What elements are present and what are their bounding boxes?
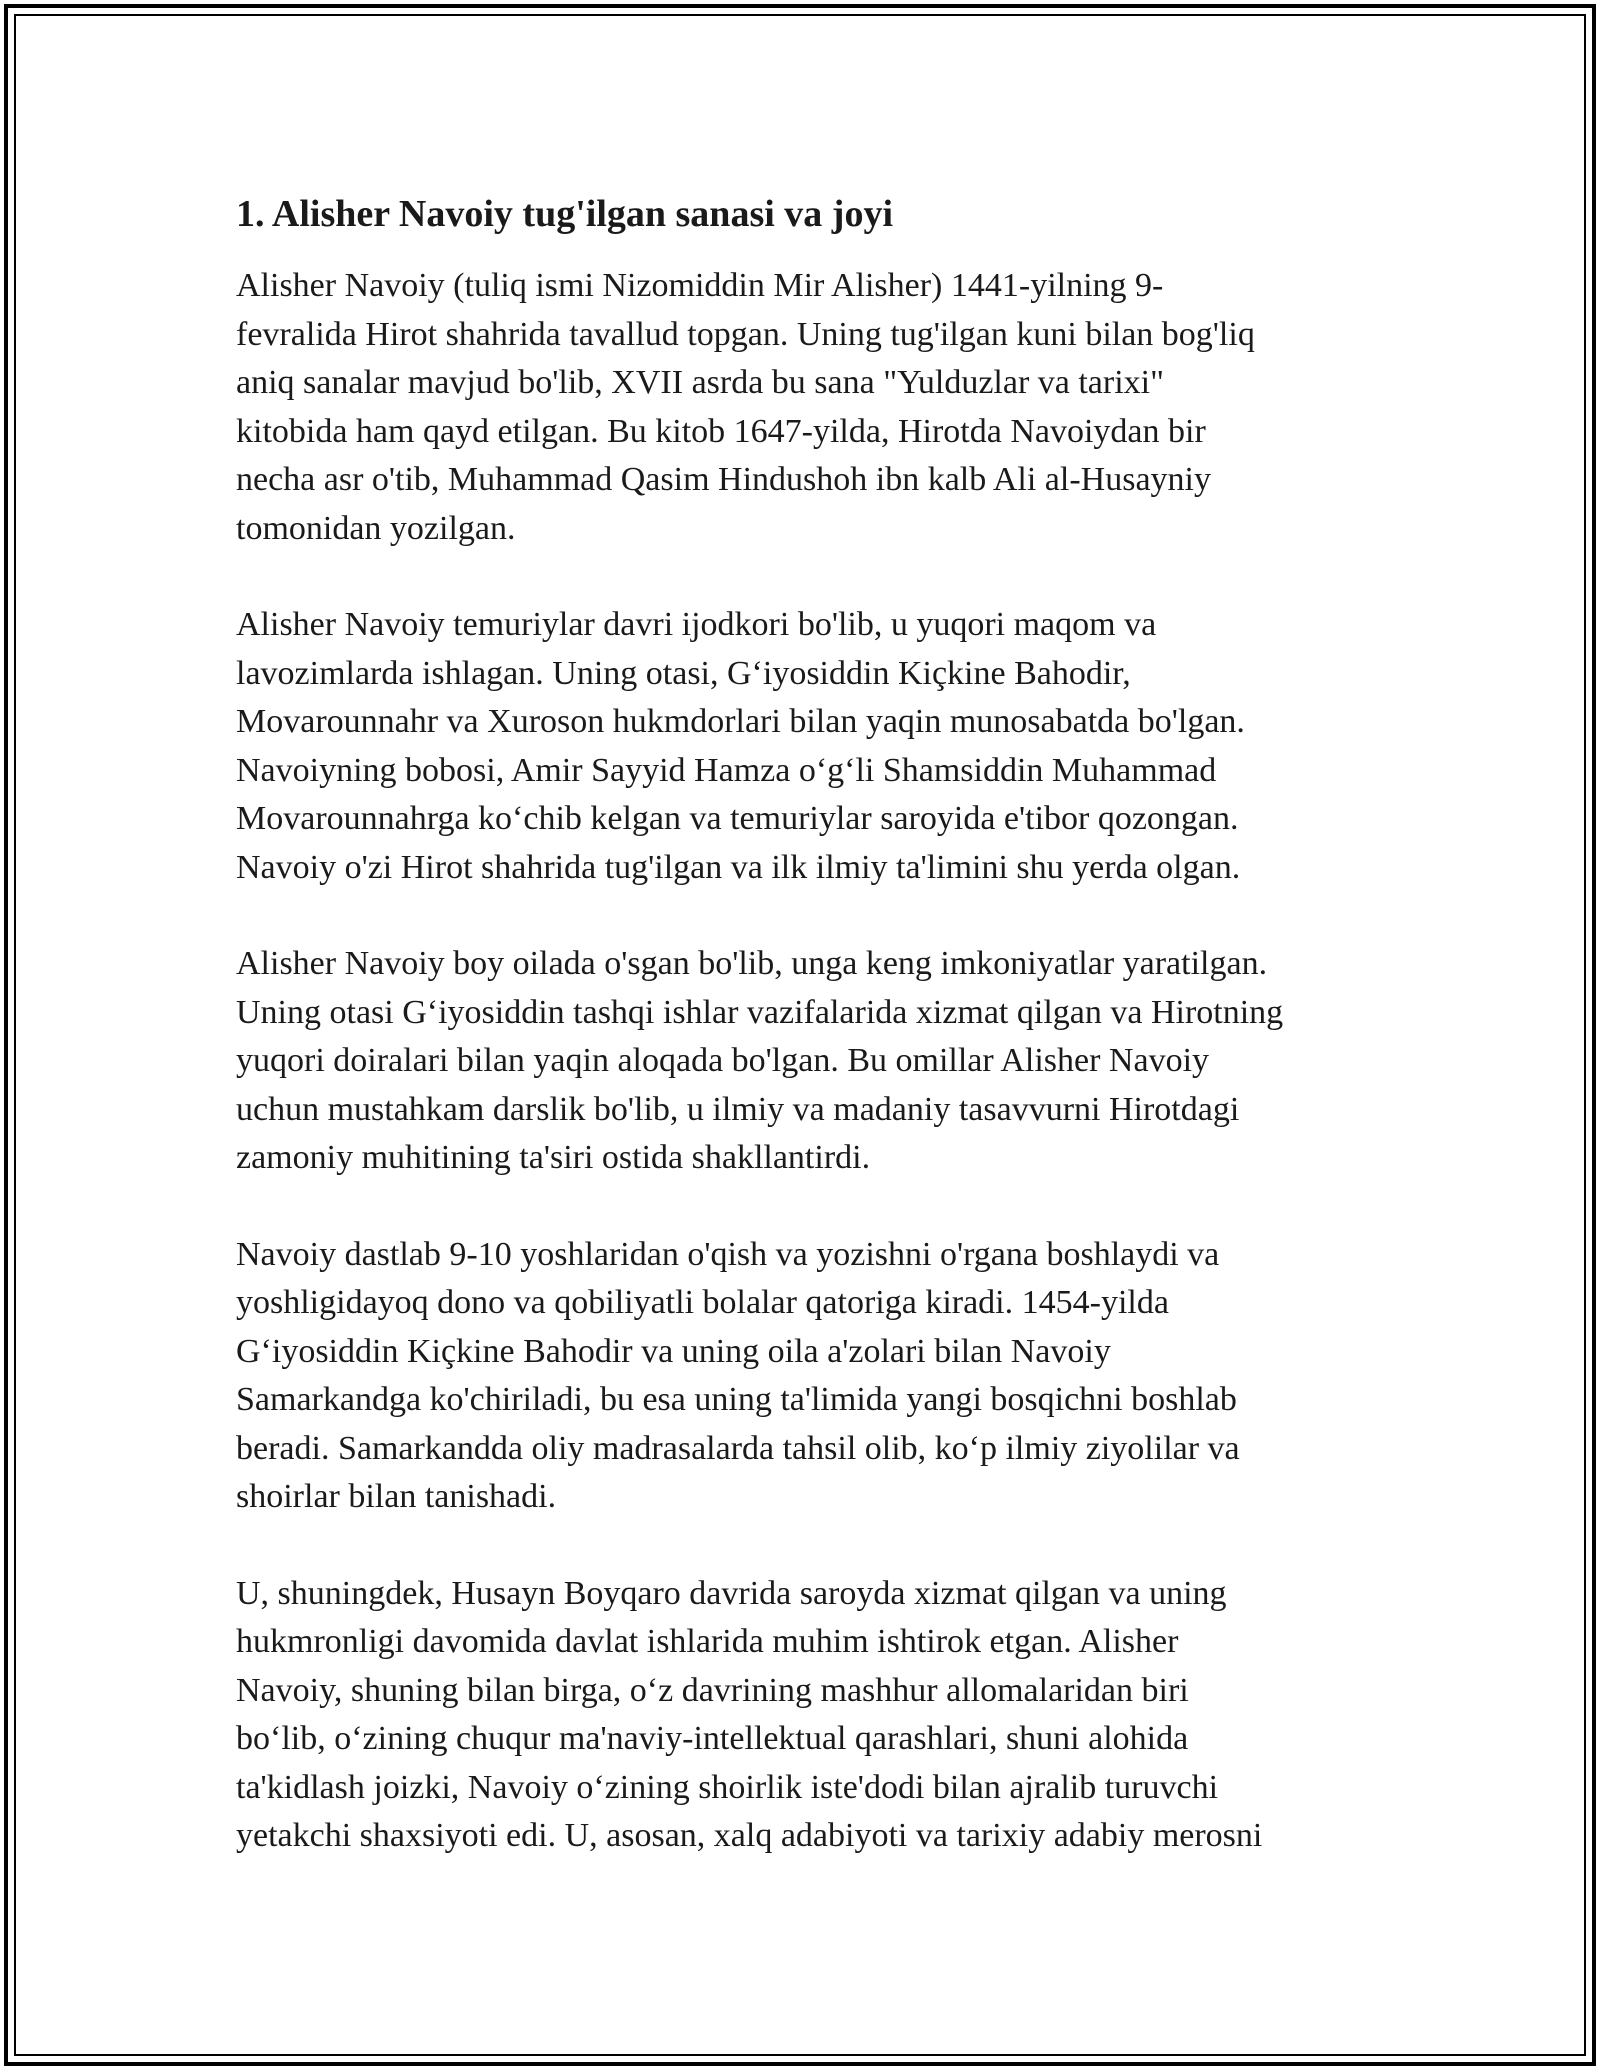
paragraph-line: kitobida ham qayd etilgan. Bu kitob 1647-yilda, Hirotda Navoiydan bir: [236, 412, 1206, 450]
paragraph-line: yuqori doiralari bilan yaqin aloqada bo'lgan. Bu omillar Alisher Navoiy: [236, 1042, 1210, 1079]
paragraph-4: [236, 1231, 1376, 1522]
paragraph-line: beradi. Samarkandda oliy madrasalarda tahsil olib, ko‘p ilmiy ziyolilar va: [236, 1429, 1240, 1467]
paragraph-line: U, shuningdek, Husayn Boyqaro davrida saroyda xizmat qilgan va uning: [236, 1574, 1227, 1612]
paragraph-2: [236, 601, 1376, 892]
paragraph-line: shoirlar bilan tanishadi.: [236, 1478, 557, 1515]
paragraph-line: tomonidan yozilgan.: [236, 509, 516, 547]
paragraph-line: hukmronligi davomida davlat ishlarida muhim ishtirok etgan. Alisher: [236, 1623, 1179, 1660]
paragraph-line: G‘iyosiddin Kiçkine Bahodir va uning oila a'zolari bilan Navoiy: [236, 1332, 1111, 1370]
paragraph-line: Alisher Navoiy (tuliq ismi Nizomiddin Mir Alisher) 1441-yilning 9-: [236, 267, 1164, 304]
paragraph-line: uchun mustahkam darslik bo'lib, u ilmiy va madaniy tasavvurni Hirotdagi: [236, 1090, 1240, 1128]
paragraph-line: lavozimlarda ishlagan. Uning otasi, G‘iyosiddin Kiçkine Bahodir,: [236, 654, 1131, 692]
paragraph-line: Uning otasi G‘iyosiddin tashqi ishlar vazifalarida xizmat qilgan va Hirotning: [236, 993, 1284, 1031]
paragraph-line: Movarounnahr va Xuroson hukmdorlari bilan yaqin munosabatda bo'lgan.: [236, 703, 1245, 740]
paragraph-line: Navoiy o'zi Hirot shahrida tug'ilgan va ilk ilmiy ta'limini shu yerda olgan.: [236, 848, 1241, 886]
paragraph-line: yoshligidayoq dono va qobiliyatli bolalar qatoriga kiradi. 1454-yilda: [236, 1284, 1169, 1321]
paragraph-line: Alisher Navoiy temuriylar davri ijodkori bo'lib, u yuqori maqom va: [236, 606, 1157, 643]
paragraph-line: Movarounnahrga ko‘chib kelgan va temuriylar saroyida e'tibor qozongan.: [236, 800, 1239, 837]
paragraph-line: necha asr o'tib, Muhammad Qasim Hindushoh ibn kalb Ali al-Husayniy: [236, 461, 1211, 498]
section-heading: 1. Alisher Navoiy tug'ilgan sanasi va joyi: [236, 193, 894, 235]
paragraph-3: [236, 940, 1376, 1183]
paragraph-line: Navoiy dastlab 9-10 yoshlaridan o'qish va yozishni o'rgana boshlaydi va: [236, 1235, 1220, 1273]
paragraph-5: [236, 1570, 1376, 1861]
paragraph-line: ta'kidlash joizki, Navoiy o‘zining shoirlik iste'dodi bilan ajralib turuvchi: [236, 1768, 1219, 1806]
document-body: [236, 186, 1376, 1909]
paragraph-1: [236, 262, 1376, 553]
paragraph-line: Navoiy, shuning bilan birga, o‘z davrining mashhur allomalaridan biri: [236, 1671, 1189, 1709]
paragraph-line: aniq sanalar mavjud bo'lib, XVII asrda bu sana "Yulduzlar va tarixi": [236, 364, 1164, 401]
paragraph-line: zamoniy muhitining ta'siri ostida shakllantirdi.: [236, 1139, 871, 1176]
paragraph-line: Samarkandga ko'chiriladi, bu esa uning ta'limida yangi bosqichni boshlab: [236, 1381, 1237, 1418]
paragraph-line: Navoiyning bobosi, Amir Sayyid Hamza o‘g‘li Shamsiddin Muhammad: [236, 751, 1217, 789]
paragraph-line: fevralida Hirot shahrida tavallud topgan. Uning tug'ilgan kuni bilan bog'liq: [236, 315, 1255, 353]
paragraph-line: yetakchi shaxsiyoti edi. U, asosan, xalq adabiyoti va tarixiy adabiy merosni: [236, 1817, 1263, 1854]
paragraph-line: bo‘lib, o‘zining chuqur ma'naviy-intellektual qarashlari, shuni alohida: [236, 1720, 1189, 1757]
paragraph-line: Alisher Navoiy boy oilada o'sgan bo'lib, unga keng imkoniyatlar yaratilgan.: [236, 945, 1268, 982]
